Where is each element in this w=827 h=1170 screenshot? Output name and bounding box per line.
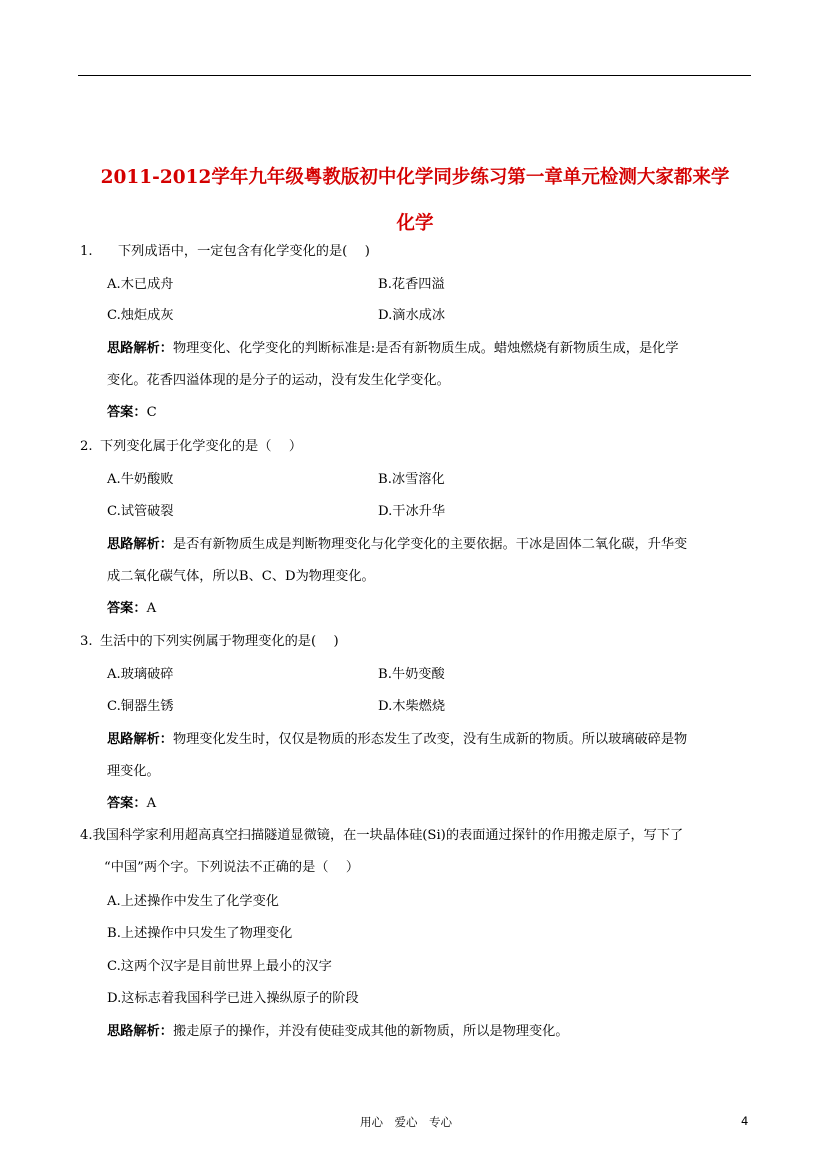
q3-answer: [107, 794, 156, 814]
answer-label: 答案：: [107, 796, 147, 811]
analysis-text: 搬走原子的操作，并没有使硅变成其他的新物质，所以是物理变化。: [172, 1024, 569, 1039]
q1-option-d: D.滴水成冰: [378, 308, 446, 323]
answer-label: 答案：: [107, 601, 147, 616]
q2-option-b: B.冰雪溶化: [378, 472, 445, 487]
q2-stem: 下列变化属于化学变化的是（ ）: [100, 439, 303, 454]
page-title: 2011-2012学年九年级粤教版初中化学同步练习第一章单元检测大家都来学化学: [100, 167, 730, 234]
analysis-text: 物理变化发生时，仅仅是物质的形态发生了改变，没有生成新的物质。所以玻璃破碎是物: [172, 732, 688, 747]
q3-analysis: [107, 730, 687, 750]
q2-option-c: C.试管破裂: [107, 504, 174, 519]
q3-option-b: B.牛奶变酸: [378, 667, 445, 682]
answer-value: C: [146, 405, 157, 420]
q3-stem: 生活中的下列实例属于物理变化的是( ): [100, 634, 339, 649]
q3-analysis-cont: 理变化。: [107, 764, 160, 779]
q1-analysis: [107, 339, 679, 359]
q4-analysis: [107, 1022, 569, 1042]
answer-label: 答案：: [107, 405, 147, 420]
analysis-text: 是否有新物质生成是判断物理变化与化学变化的主要依据。干冰是固体二氧化碳，升华变: [172, 537, 688, 552]
q4-option-a: A.上述操作中发生了化学变化: [107, 894, 279, 909]
analysis-label: 思路解析：: [107, 1024, 173, 1039]
q2-option-d: D.干冰升华: [378, 504, 446, 519]
analysis-label: 思路解析：: [107, 341, 173, 356]
q1-stem: 下列成语中，一定包含有化学变化的是( ): [118, 244, 370, 259]
q4-option-b: B.上述操作中只发生了物理变化: [107, 926, 293, 941]
q2-answer: [107, 599, 156, 619]
q3-number: 3.: [80, 634, 93, 649]
q1-option-c: C.烛炬成灰: [107, 308, 174, 323]
q1-option-b: B.花香四溢: [378, 277, 445, 292]
answer-value: A: [146, 601, 157, 616]
analysis-text: 物理变化、化学变化的判断标准是:是否有新物质生成。蜡烛燃烧有新物质生成，是化学: [172, 341, 679, 356]
q4-option-c: C.这两个汉字是目前世界上最小的汉字: [107, 959, 332, 974]
page-footer: 用心 爱心 专心: [360, 1115, 452, 1129]
q1-answer: [107, 403, 157, 423]
q3-option-a: A.玻璃破碎: [107, 667, 174, 682]
q1-number: 1.: [80, 244, 93, 259]
q3-option-d: D.木柴燃烧: [378, 699, 446, 714]
q4-option-d: D.这标志着我国科学已进入操纵原子的阶段: [107, 991, 359, 1006]
answer-value: A: [146, 796, 157, 811]
q4-stem: [80, 826, 683, 846]
q4-number: 4.: [80, 828, 93, 843]
q4-stem-cont: “中国”两个字。下列说法不正确的是（ ）: [104, 860, 360, 875]
q2-analysis-cont: 成二氧化碳气体，所以B、C、D为物理变化。: [107, 569, 375, 584]
header-rule: [78, 75, 751, 76]
q1-option-a: A.木已成舟: [107, 277, 174, 292]
page-number: 4: [741, 1114, 749, 1128]
analysis-label: 思路解析：: [107, 732, 173, 747]
q2-analysis: [107, 535, 687, 555]
q4-stem-text: 我国科学家利用超高真空扫描隧道显微镜，在一块晶体硅(Si)的表面通过探针的作用搬走原子，写下了: [92, 828, 684, 843]
q1-analysis-cont: 变化。花香四溢体现的是分子的运动，没有发生化学变化。: [107, 373, 450, 388]
q3-option-c: C.铜器生锈: [107, 699, 174, 714]
q2-option-a: A.牛奶酸败: [107, 472, 174, 487]
analysis-label: 思路解析：: [107, 537, 173, 552]
q2-number: 2.: [80, 439, 93, 454]
